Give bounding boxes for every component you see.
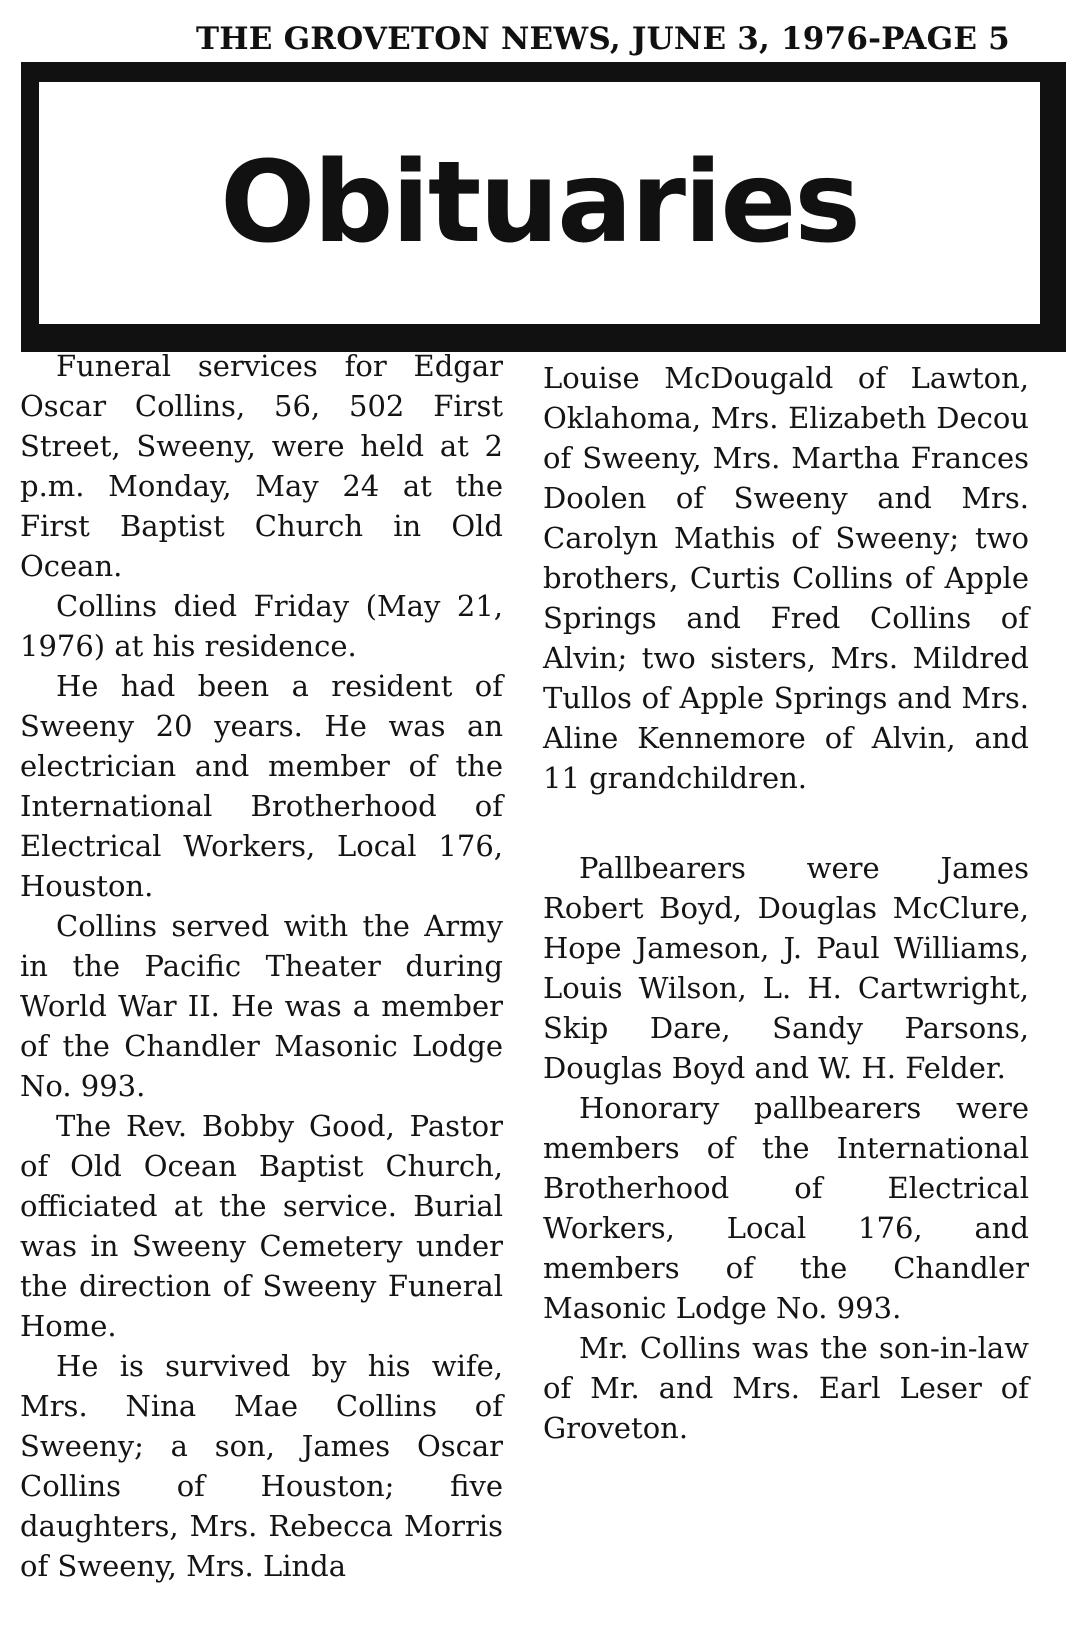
- paragraph-continued: Louise McDougald of Lawton, Oklahoma, Mrs. Elizabeth Decou of Sweeny, Mrs. Martha Frances Doolen of Sweeny and Mrs. Carolyn Mathis of Sweeny; two brothers, Curtis Collins of Apple Springs and Fred Collins of Alvin; two sisters, Mrs. Mildred Tullos of Apple Springs and Mrs. Aline Kennemore of Alvin, and 11 grandchildren.: [543, 361, 1029, 795]
- section-title: Obituaries: [220, 138, 859, 268]
- paragraph: Collins died Friday (May 21, 1976) at his residence.: [20, 589, 503, 663]
- paragraph: Funeral services for Edgar Oscar Collins, 56, 502 First Street, Sweeny, were held at 2 p.m. Monday, May 24 at the First Baptist Church in Old Ocean.: [20, 349, 503, 583]
- paragraph: He had been a resident of Sweeny 20 years. He was an electrician and member of the International Brotherhood of Electrical Workers, Local 176, Houston.: [20, 669, 503, 903]
- paragraph: Mr. Collins was the son-in-law of Mr. and Mrs. Earl Leser of Groveton.: [543, 1331, 1029, 1445]
- title-box: [21, 62, 1066, 352]
- paragraph: Pallbearers were James Robert Boyd, Douglas McClure, Hope Jameson, J. Paul Williams, Louis Wilson, L. H. Cartwright, Skip Dare, Sandy Parsons, Douglas Boyd and W. H. Felder.: [543, 851, 1029, 1085]
- paragraph: Collins served with the Army in the Pacific Theater during World War II. He was a member of the Chandler Masonic Lodge No. 993.: [20, 909, 503, 1103]
- left-column: [20, 346, 503, 1586]
- paragraph: Honorary pallbearers were members of the International Brotherhood of Electrical Workers, Local 176, and members of the Chandler Masonic Lodge No. 993.: [543, 1091, 1029, 1325]
- paragraph: He is survived by his wife, Mrs. Nina Mae Collins of Sweeny; a son, James Oscar Collins of Houston; five daughters, Mrs. Rebecca Morris of Sweeny, Mrs. Linda: [20, 1349, 503, 1583]
- paragraph: The Rev. Bobby Good, Pastor of Old Ocean Baptist Church, officiated at the service. Burial was in Sweeny Cemetery under the direction of Sweeny Funeral Home.: [20, 1109, 503, 1343]
- right-column: [543, 358, 1029, 1448]
- title-frame: [39, 82, 1040, 324]
- page-header: THE GROVETON NEWS, JUNE 3, 1976-PAGE 5: [196, 21, 1010, 57]
